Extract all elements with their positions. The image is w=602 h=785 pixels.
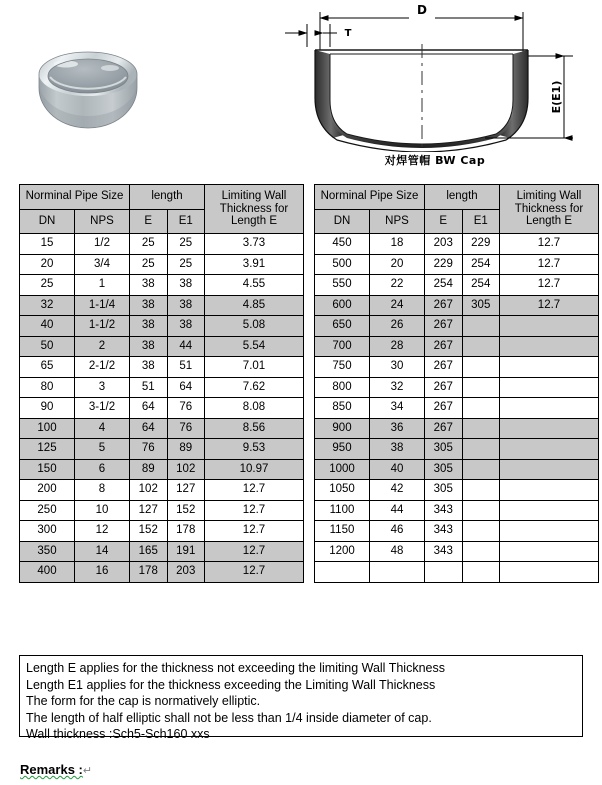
header-nominal-pipe-size: Norminal Pipe Size [20,185,130,210]
right-spec-table [314,184,599,583]
cell-e1: 191 [167,541,205,562]
header-e: E [425,209,463,234]
cell-dn: 150 [20,459,75,480]
cell-e: 305 [425,439,463,460]
specification-tables [0,184,602,583]
cell-nps: 32 [370,377,425,398]
header-e1: E1 [462,209,500,234]
cell-dn: 1100 [315,500,370,521]
cell-e1: 203 [167,562,205,583]
cell-nps: 18 [370,234,425,255]
cell-dn: 65 [20,357,75,378]
cell-e: 38 [130,295,168,316]
cell-dn: 80 [20,377,75,398]
table-row [315,336,599,357]
cell-e: 76 [130,439,168,460]
cell-e1 [462,562,500,583]
table-row [315,234,599,255]
cell-limiting-wall-thickness: 5.54 [205,336,304,357]
cell-e: 178 [130,562,168,583]
cell-limiting-wall-thickness: 3.91 [205,254,304,275]
cell-e1: 44 [167,336,205,357]
cell-limiting-wall-thickness [500,398,599,419]
cell-e: 51 [130,377,168,398]
drawing-caption: 对焊管帽 BW Cap [384,154,486,167]
cell-limiting-wall-thickness: 10.97 [205,459,304,480]
cell-e: 64 [130,418,168,439]
cell-limiting-wall-thickness: 4.85 [205,295,304,316]
cell-e: 38 [130,336,168,357]
cell-limiting-wall-thickness [500,418,599,439]
cell-e1: 64 [167,377,205,398]
cell-nps: 38 [370,439,425,460]
cell-dn: 700 [315,336,370,357]
cell-e: 343 [425,541,463,562]
cell-e1: 76 [167,398,205,419]
cell-e1 [462,541,500,562]
cell-limiting-wall-thickness [500,316,599,337]
header-limiting-wall-thickness: Limiting Wall Thickness for Length E [500,185,599,234]
cell-nps: 22 [370,275,425,296]
table-row [315,500,599,521]
cell-limiting-wall-thickness: 8.56 [205,418,304,439]
cell-e1 [462,357,500,378]
table-row [20,500,304,521]
cell-nps: 1/2 [75,234,130,255]
cell-nps: 12 [75,521,130,542]
cell-dn [315,562,370,583]
cell-dn: 800 [315,377,370,398]
table-row [20,295,304,316]
cell-limiting-wall-thickness: 4.55 [205,275,304,296]
cell-nps: 24 [370,295,425,316]
cell-e1: 76 [167,418,205,439]
cell-e: 25 [130,254,168,275]
cell-limiting-wall-thickness: 7.62 [205,377,304,398]
svg-text:E(E1): E(E1) [550,80,563,114]
table-row [20,275,304,296]
cell-nps: 8 [75,480,130,501]
cell-e1 [462,377,500,398]
table-row [20,480,304,501]
left-spec-table [19,184,304,583]
header-length: length [130,185,205,210]
cell-limiting-wall-thickness [500,562,599,583]
left-table-body [20,234,304,583]
cell-dn: 550 [315,275,370,296]
cell-dn: 1050 [315,480,370,501]
cell-e1: 38 [167,275,205,296]
table-row [20,418,304,439]
remarks-text: Remarks : [20,762,83,777]
cell-nps: 2 [75,336,130,357]
cell-e1 [462,459,500,480]
table-row [315,398,599,419]
table-row [315,480,599,501]
table-row [20,459,304,480]
cell-limiting-wall-thickness [500,500,599,521]
cell-nps: 3 [75,377,130,398]
cell-limiting-wall-thickness: 12.7 [205,480,304,501]
cell-dn: 350 [20,541,75,562]
cell-e: 267 [425,418,463,439]
cell-limiting-wall-thickness: 12.7 [500,254,599,275]
cell-limiting-wall-thickness: 12.7 [205,562,304,583]
cell-dn: 40 [20,316,75,337]
cell-dn: 950 [315,439,370,460]
cell-e1 [462,316,500,337]
header-dn: DN [315,209,370,234]
cell-nps: 46 [370,521,425,542]
cell-limiting-wall-thickness [500,541,599,562]
cell-nps: 20 [370,254,425,275]
cell-dn: 100 [20,418,75,439]
cell-limiting-wall-thickness: 3.73 [205,234,304,255]
cell-nps: 3-1/2 [75,398,130,419]
cell-nps: 34 [370,398,425,419]
cell-e: 38 [130,275,168,296]
table-row [20,541,304,562]
cell-e1: 38 [167,316,205,337]
cell-e1: 127 [167,480,205,501]
cell-nps: 1-1/4 [75,295,130,316]
cell-limiting-wall-thickness: 12.7 [500,275,599,296]
header-dn: DN [20,209,75,234]
cell-dn: 15 [20,234,75,255]
cell-dn: 400 [20,562,75,583]
cell-limiting-wall-thickness: 5.08 [205,316,304,337]
cell-e1: 38 [167,295,205,316]
cell-nps: 3/4 [75,254,130,275]
cell-e1 [462,500,500,521]
header-limiting-wall-thickness: Limiting Wall Thickness for Length E [205,185,304,234]
cell-e1 [462,439,500,460]
cell-e: 38 [130,357,168,378]
cell-e: 152 [130,521,168,542]
cell-nps: 36 [370,418,425,439]
remarks-label [20,762,92,777]
cell-dn: 32 [20,295,75,316]
cell-dn: 200 [20,480,75,501]
table-row [315,521,599,542]
cell-e: 267 [425,377,463,398]
table-row [315,295,599,316]
cell-nps: 44 [370,500,425,521]
cell-e: 343 [425,521,463,542]
header-e: E [130,209,168,234]
cell-e: 165 [130,541,168,562]
cell-e1: 25 [167,234,205,255]
cell-e1: 102 [167,459,205,480]
cell-e: 102 [130,480,168,501]
cell-nps: 4 [75,418,130,439]
cell-e1: 305 [462,295,500,316]
cell-e1 [462,521,500,542]
header-nps: NPS [370,209,425,234]
cell-e: 38 [130,316,168,337]
cell-dn: 250 [20,500,75,521]
illustration-area [0,0,602,176]
table-row [20,398,304,419]
table-row [315,459,599,480]
cell-dn: 450 [315,234,370,255]
table-row [315,439,599,460]
table-row [20,234,304,255]
table-row [20,439,304,460]
cell-nps: 30 [370,357,425,378]
header-e1: E1 [167,209,205,234]
table-row [315,254,599,275]
cell-e: 267 [425,398,463,419]
table-row [20,254,304,275]
table-row [20,377,304,398]
cell-e: 267 [425,316,463,337]
cell-e: 267 [425,357,463,378]
table-row [315,377,599,398]
table-row [315,541,599,562]
note-line-4: The length of half elliptic shall not be less than 1/4 inside diameter of cap. [26,710,432,725]
cell-e1 [462,480,500,501]
cell-nps [370,562,425,583]
cell-e1: 254 [462,275,500,296]
cell-e: 127 [130,500,168,521]
cell-e1: 51 [167,357,205,378]
cell-e: 64 [130,398,168,419]
table-header-group-row [20,185,304,210]
cell-dn: 650 [315,316,370,337]
cell-e: 229 [425,254,463,275]
cell-nps: 2-1/2 [75,357,130,378]
cell-limiting-wall-thickness [500,480,599,501]
notes-box [19,655,583,741]
cell-e1: 25 [167,254,205,275]
cell-e: 267 [425,295,463,316]
header-length: length [425,185,500,210]
table-row [20,336,304,357]
cell-nps: 5 [75,439,130,460]
cell-e1: 178 [167,521,205,542]
table-row [315,316,599,337]
cell-dn: 20 [20,254,75,275]
cap-cross-section-drawing [285,2,600,152]
cell-nps: 42 [370,480,425,501]
cell-dn: 1000 [315,459,370,480]
cell-e1 [462,336,500,357]
cell-limiting-wall-thickness: 9.53 [205,439,304,460]
cell-limiting-wall-thickness: 12.7 [500,234,599,255]
cell-dn: 25 [20,275,75,296]
cell-e: 305 [425,480,463,501]
table-row [20,357,304,378]
cell-dn: 500 [315,254,370,275]
right-table-body [315,234,599,583]
cell-e: 254 [425,275,463,296]
cell-e1: 89 [167,439,205,460]
cell-nps: 26 [370,316,425,337]
cell-dn: 125 [20,439,75,460]
cell-dn: 50 [20,336,75,357]
cell-e1: 229 [462,234,500,255]
cell-nps: 28 [370,336,425,357]
cell-limiting-wall-thickness [500,439,599,460]
svg-text:D: D [417,3,427,17]
cell-e1: 254 [462,254,500,275]
cell-e1 [462,418,500,439]
cell-e: 25 [130,234,168,255]
cell-nps: 40 [370,459,425,480]
cell-dn: 900 [315,418,370,439]
cell-e: 267 [425,336,463,357]
cell-limiting-wall-thickness [500,377,599,398]
table-row-empty [315,562,599,583]
cell-limiting-wall-thickness [500,357,599,378]
cell-e1 [462,398,500,419]
table-row [20,316,304,337]
cell-limiting-wall-thickness [500,521,599,542]
cell-dn: 300 [20,521,75,542]
cell-dn: 850 [315,398,370,419]
note-line-1: Length E applies for the thickness not exceeding the limiting Wall Thickness [26,661,445,675]
cell-e: 203 [425,234,463,255]
table-row [20,562,304,583]
cell-nps: 48 [370,541,425,562]
cell-e: 305 [425,459,463,480]
table-row [315,418,599,439]
cell-limiting-wall-thickness: 7.01 [205,357,304,378]
cell-e [425,562,463,583]
svg-text:T: T [344,28,352,39]
cell-dn: 1150 [315,521,370,542]
header-nps: NPS [75,209,130,234]
note-line-5: Wall thickness :Sch5-Sch160 xxs [26,727,210,741]
cell-dn: 1200 [315,541,370,562]
paragraph-mark: ↵ [82,765,93,777]
cell-nps: 10 [75,500,130,521]
cell-limiting-wall-thickness [500,459,599,480]
cell-limiting-wall-thickness [500,336,599,357]
cell-limiting-wall-thickness: 12.7 [205,500,304,521]
cell-e1: 152 [167,500,205,521]
table-header-group-row [315,185,599,210]
note-line-3: The form for the cap is normatively elliptic. [26,694,261,708]
cell-nps: 16 [75,562,130,583]
table-row [20,521,304,542]
note-line-2: Length E1 applies for the thickness exceeding the Limiting Wall Thickness [26,677,436,692]
cell-dn: 90 [20,398,75,419]
cell-nps: 1-1/2 [75,316,130,337]
cell-dn: 750 [315,357,370,378]
cell-e: 89 [130,459,168,480]
header-nominal-pipe-size: Norminal Pipe Size [315,185,425,210]
cell-dn: 600 [315,295,370,316]
cell-e: 343 [425,500,463,521]
cell-limiting-wall-thickness: 8.08 [205,398,304,419]
cap-photograph [36,48,140,130]
cell-nps: 1 [75,275,130,296]
cell-limiting-wall-thickness: 12.7 [205,541,304,562]
cell-limiting-wall-thickness: 12.7 [500,295,599,316]
cell-limiting-wall-thickness: 12.7 [205,521,304,542]
table-row [315,275,599,296]
table-row [315,357,599,378]
cell-nps: 6 [75,459,130,480]
cell-nps: 14 [75,541,130,562]
